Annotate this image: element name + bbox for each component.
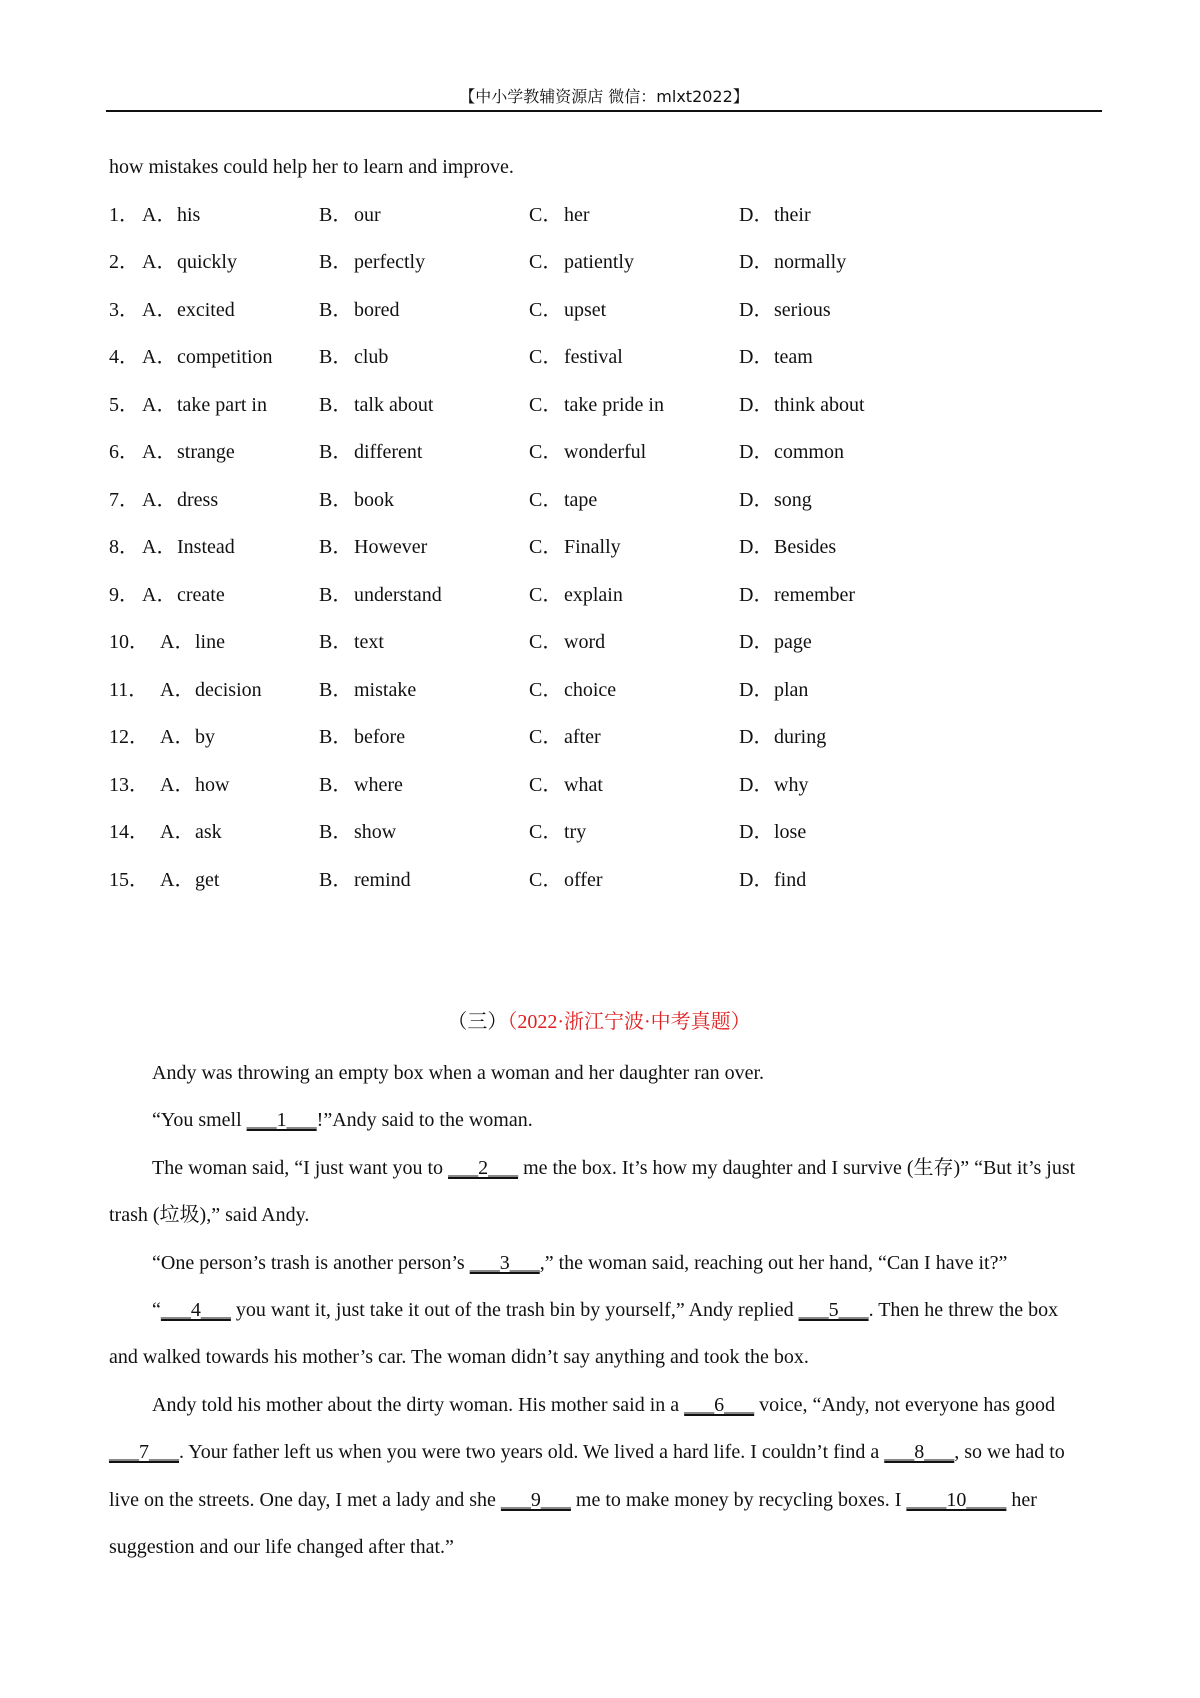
question-row [109, 340, 1089, 388]
question-number: 11． [109, 678, 149, 701]
option-letter: D． [739, 488, 774, 511]
text-run: The woman said, “I just want you to [152, 1156, 449, 1179]
question-number: 6． [109, 441, 139, 463]
option-b [319, 245, 425, 279]
paragraph-6 [109, 1382, 1089, 1572]
option-letter: A． [160, 726, 195, 748]
option-letter: C． [529, 631, 563, 653]
option-d [739, 768, 808, 802]
option-c [529, 483, 597, 517]
header-rule [106, 110, 1102, 112]
option-a [109, 435, 235, 469]
option-letter: C． [529, 773, 563, 796]
option-text: page [774, 631, 812, 653]
option-text: why [774, 773, 809, 796]
option-b [319, 483, 394, 517]
question-row [109, 198, 1089, 246]
blank-10: ____10____ [906, 1488, 1007, 1511]
option-letter: B． [319, 251, 353, 273]
option-text: patiently [564, 251, 634, 273]
option-d [739, 198, 811, 232]
text-run: Andy told his mother about the dirty woman. His mother said in a [152, 1393, 685, 1416]
option-c [529, 673, 616, 707]
text-run: !”Andy said to the woman. [316, 1109, 533, 1132]
paragraph-4 [109, 1240, 1089, 1287]
option-text: during [774, 726, 827, 748]
option-text: Besides [774, 536, 837, 558]
text-run: . Then he threw the box and walked towards his mother’s car. The woman didn’t say anything and took the box. [109, 1299, 1059, 1369]
option-text: their [774, 203, 811, 226]
option-letter: C． [529, 251, 563, 273]
option-letter: B． [319, 583, 353, 606]
option-text: text [354, 631, 384, 653]
option-text: Finally [564, 536, 621, 558]
option-text: take part in [177, 393, 267, 416]
option-text: common [774, 441, 844, 463]
option-letter: B． [319, 441, 353, 463]
option-text: his [177, 203, 201, 226]
blank-6: ___6___ [684, 1393, 755, 1416]
passage [109, 1050, 1089, 1571]
option-text: song [774, 488, 812, 511]
option-letter: A． [142, 488, 177, 511]
question-row [109, 388, 1089, 436]
option-text: serious [774, 298, 831, 321]
option-text: wonderful [564, 441, 647, 463]
question-row [109, 483, 1089, 531]
option-text: talk about [354, 393, 434, 416]
option-c [529, 245, 634, 279]
option-letter: D． [739, 631, 774, 653]
option-d [739, 578, 855, 612]
option-b [319, 340, 388, 374]
page-header: 【中小学教辅资源店 微信：mlxt2022】 [459, 87, 749, 106]
option-letter: D． [739, 441, 774, 463]
option-text: think about [774, 393, 865, 416]
paragraph-5 [109, 1287, 1089, 1382]
section-source: （2022·浙江宁波·中考真题） [507, 1011, 751, 1033]
option-letter: B． [319, 488, 353, 511]
blank-3: ___3___ [469, 1251, 540, 1274]
option-letter: C． [529, 203, 563, 226]
option-text: quickly [177, 251, 237, 273]
option-text: book [354, 488, 394, 511]
lead-line: how mistakes could help her to learn and improve. [109, 156, 514, 178]
option-c [529, 720, 601, 754]
option-letter: A． [142, 346, 177, 368]
option-b [319, 768, 403, 802]
option-letter: A． [142, 203, 177, 226]
question-number: 8． [109, 536, 139, 558]
option-c [529, 388, 664, 422]
question-row [109, 435, 1089, 483]
option-text: bored [354, 298, 400, 321]
option-text: what [564, 773, 603, 796]
option-text: dress [177, 488, 219, 511]
option-text: word [564, 631, 606, 653]
paragraph-2 [109, 1097, 1089, 1144]
option-text: remember [774, 583, 856, 606]
option-d [739, 435, 844, 469]
option-b [319, 530, 427, 564]
option-letter: D． [739, 726, 774, 748]
option-letter: B． [319, 773, 353, 796]
option-d [739, 293, 831, 327]
option-letter: C． [529, 298, 563, 321]
option-text: our [354, 203, 381, 226]
option-d [739, 625, 812, 659]
option-text: choice [564, 678, 617, 701]
option-text: explain [564, 583, 623, 606]
option-letter: D． [739, 868, 774, 891]
option-letter: C． [529, 346, 563, 368]
option-c [529, 435, 646, 469]
blank-8: ___8___ [884, 1441, 955, 1464]
option-letter: D． [739, 536, 774, 558]
option-letter: A． [160, 868, 195, 891]
option-text: club [354, 346, 389, 368]
text-run: ,” the woman said, reaching out her hand, “Can I have it?” [539, 1251, 1008, 1274]
option-letter: D． [739, 773, 774, 796]
option-d [739, 388, 865, 422]
option-d [739, 815, 806, 849]
option-a [109, 720, 215, 754]
option-a [109, 578, 225, 612]
option-c [529, 198, 590, 232]
option-text: However [354, 536, 428, 558]
question-row [109, 768, 1089, 816]
option-letter: C． [529, 393, 563, 416]
option-text: strange [177, 441, 235, 463]
option-text: mistake [354, 678, 417, 701]
option-letter: B． [319, 203, 353, 226]
option-text: understand [354, 583, 442, 606]
option-letter: A． [160, 678, 195, 701]
option-text: decision [195, 678, 262, 701]
option-c [529, 340, 623, 374]
option-letter: D． [739, 251, 774, 273]
option-a [109, 245, 237, 279]
question-row [109, 530, 1089, 578]
text-run: voice, “Andy, not everyone has good [754, 1393, 1055, 1416]
option-text: normally [774, 251, 847, 273]
option-letter: A． [142, 441, 177, 463]
option-a [109, 673, 262, 707]
option-letter: B． [319, 821, 353, 843]
option-text: tape [564, 488, 598, 511]
text-run: you want it, just take it out of the trash bin by yourself,” Andy replied [230, 1299, 799, 1322]
question-row [109, 245, 1089, 293]
option-letter: C． [529, 583, 563, 606]
option-letter: D． [739, 583, 774, 606]
option-d [739, 245, 846, 279]
text-run: “One person’s trash is another person’s [152, 1251, 470, 1274]
option-letter: A． [160, 821, 195, 843]
option-letter: B． [319, 868, 353, 891]
option-b [319, 720, 405, 754]
blank-9: ___9___ [500, 1488, 571, 1511]
option-b [319, 435, 423, 469]
option-d [739, 863, 806, 897]
option-letter: A． [142, 536, 177, 558]
option-a [109, 388, 267, 422]
option-text: competition [177, 346, 273, 368]
option-text: line [195, 631, 225, 653]
option-text: different [354, 441, 423, 463]
option-c [529, 293, 606, 327]
blank-2: ___2___ [448, 1156, 519, 1179]
option-text: find [774, 868, 807, 891]
option-letter: C． [529, 726, 563, 748]
option-b [319, 388, 433, 422]
option-a [109, 768, 229, 802]
option-c [529, 530, 621, 564]
option-d [739, 483, 812, 517]
option-letter: D． [739, 298, 774, 321]
option-c [529, 578, 623, 612]
option-text: perfectly [354, 251, 426, 273]
option-letter: B． [319, 298, 353, 321]
option-a [109, 530, 235, 564]
option-letter: A． [160, 773, 195, 796]
option-letter: C． [529, 488, 563, 511]
option-text: before [354, 726, 406, 748]
question-number: 3． [109, 298, 139, 321]
blank-4: ___4___ [160, 1299, 231, 1322]
blank-7: ___7___ [109, 1441, 179, 1464]
question-number: 7． [109, 488, 139, 511]
option-a [109, 815, 222, 849]
question-number: 14． [109, 821, 149, 843]
option-b [319, 578, 442, 612]
option-letter: C． [529, 536, 563, 558]
option-d [739, 530, 836, 564]
option-text: upset [564, 298, 607, 321]
option-text: her [564, 203, 590, 226]
question-number: 5． [109, 393, 139, 416]
option-a [109, 293, 235, 327]
question-list [109, 198, 1089, 911]
question-number: 13． [109, 773, 149, 796]
option-text: get [195, 868, 220, 891]
option-b [319, 673, 416, 707]
page-body [109, 150, 1089, 1559]
option-text: remind [354, 868, 411, 891]
option-a [109, 863, 219, 897]
option-letter: D． [739, 393, 774, 416]
blank-1: ___1___ [246, 1109, 317, 1132]
option-letter: D． [739, 678, 774, 701]
option-d [739, 720, 826, 754]
option-letter: A． [142, 251, 177, 273]
option-text: team [774, 346, 813, 368]
option-c [529, 768, 603, 802]
option-c [529, 863, 603, 897]
option-text: how [195, 773, 230, 796]
option-text: excited [177, 298, 235, 321]
option-letter: D． [739, 821, 774, 843]
question-number: 4． [109, 346, 139, 368]
option-text: create [177, 583, 225, 606]
question-number: 12． [109, 726, 149, 748]
paragraph-3 [109, 1145, 1089, 1240]
option-letter: A． [142, 393, 177, 416]
option-text: where [354, 773, 403, 796]
section-title [109, 1005, 1089, 1039]
option-c [529, 625, 605, 659]
option-text: festival [564, 346, 623, 368]
question-row [109, 625, 1089, 673]
option-letter: B． [319, 393, 353, 416]
question-row [109, 673, 1089, 721]
option-b [319, 863, 411, 897]
option-letter: D． [739, 346, 774, 368]
text-run: , so we had to live on the streets. One day, I met a lady and she [109, 1441, 1065, 1511]
text-run: her suggestion and our life changed after that.” [109, 1488, 1037, 1559]
option-text: after [564, 726, 601, 748]
text-run: “ [152, 1299, 161, 1322]
option-text: take pride in [564, 393, 664, 416]
option-text: ask [195, 821, 222, 843]
option-c [529, 815, 586, 849]
option-letter: A． [142, 298, 177, 321]
option-letter: B． [319, 678, 353, 701]
option-a [109, 198, 200, 232]
option-b [319, 293, 400, 327]
option-letter: D． [739, 203, 774, 226]
text-run: me the box. It’s how my daughter and I survive (生存)” “But it’s just trash (垃圾),” said Andy. [109, 1156, 1076, 1227]
question-row [109, 720, 1089, 768]
option-text: lose [774, 821, 807, 843]
option-a [109, 625, 225, 659]
text-run: me to make money by recycling boxes. I [570, 1488, 907, 1511]
question-row [109, 863, 1089, 911]
question-number: 2． [109, 251, 139, 273]
option-text: show [354, 821, 397, 843]
question-row [109, 578, 1089, 626]
paragraph-1: Andy was throwing an empty box when a woman and her daughter ran over. [152, 1062, 765, 1084]
question-number: 10． [109, 631, 149, 653]
question-number: 9． [109, 583, 139, 606]
option-text: plan [774, 678, 809, 701]
option-text: by [195, 726, 215, 748]
option-letter: C． [529, 868, 563, 891]
option-b [319, 815, 396, 849]
option-d [739, 340, 813, 374]
option-text: Instead [177, 536, 235, 558]
option-letter: B． [319, 726, 353, 748]
section-number: （三） [447, 1011, 508, 1033]
option-letter: C． [529, 678, 563, 701]
blank-5: ___5___ [798, 1299, 869, 1322]
option-d [739, 673, 808, 707]
option-b [319, 625, 384, 659]
option-letter: A． [160, 631, 195, 653]
option-text: offer [564, 868, 603, 891]
question-row [109, 815, 1089, 863]
text-run: “You smell [152, 1109, 247, 1132]
option-text: try [564, 821, 587, 843]
option-letter: B． [319, 536, 353, 558]
option-letter: B． [319, 346, 353, 368]
option-a [109, 483, 218, 517]
option-letter: A． [142, 583, 177, 606]
option-letter: C． [529, 821, 563, 843]
option-b [319, 198, 381, 232]
text-run: . Your father left us when you were two years old. We lived a hard life. I couldn’t find a [179, 1441, 885, 1464]
option-letter: C． [529, 441, 563, 463]
question-number: 15． [109, 868, 149, 891]
question-row [109, 293, 1089, 341]
question-number: 1． [109, 203, 139, 226]
option-a [109, 340, 273, 374]
option-letter: B． [319, 631, 353, 653]
